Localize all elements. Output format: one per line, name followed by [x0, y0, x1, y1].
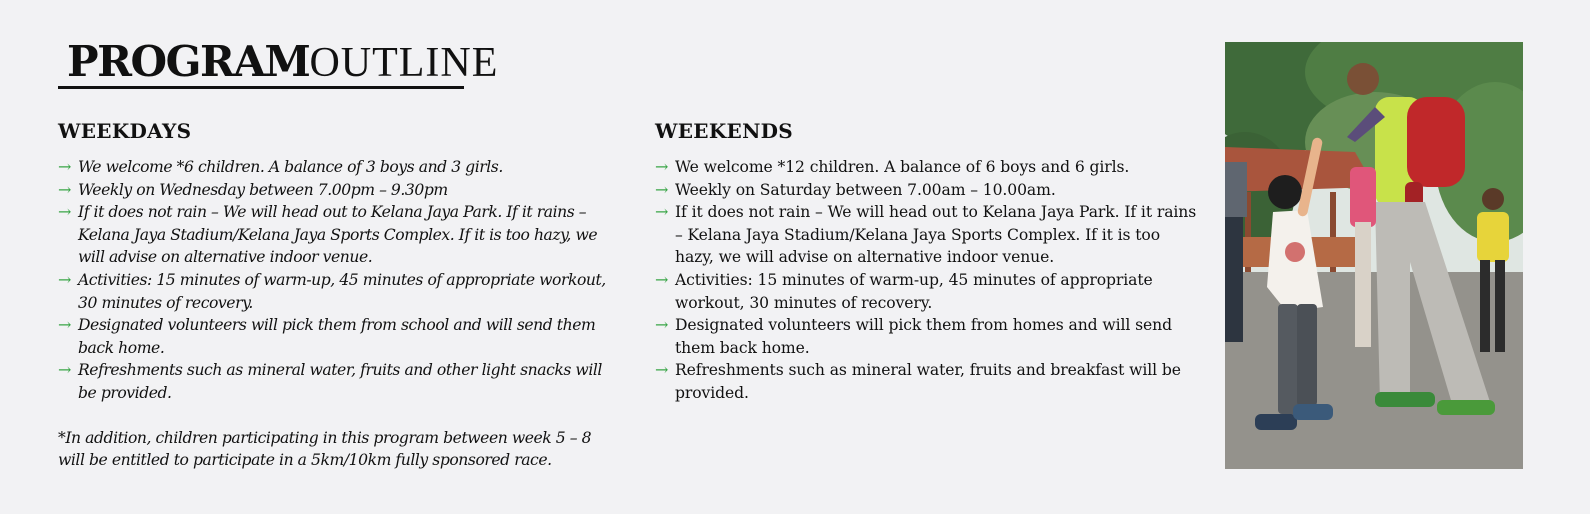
arrow-right-icon: →: [655, 315, 669, 335]
list-item-text: Weekly on Saturday between 7.00am – 10.00am.: [675, 180, 1056, 199]
list-item-text: We welcome *12 children. A balance of 6 boys and 6 girls.: [675, 158, 1130, 176]
title-light: OUTLINE: [309, 40, 499, 86]
list-item: [655, 179, 1200, 202]
list-item: [655, 201, 1200, 269]
list-item-text: We welcome *6 children. A balance of 3 boys and 3 girls.: [78, 158, 503, 176]
arrow-right-icon: →: [58, 179, 71, 199]
weekdays-section: [58, 118, 618, 472]
arrow-right-icon: →: [58, 315, 71, 335]
list-item: [655, 156, 1200, 179]
list-item: [58, 201, 618, 269]
list-item: [58, 359, 618, 404]
weekdays-heading: WEEKDAYS: [58, 119, 192, 143]
arrow-right-icon: →: [655, 269, 669, 289]
list-item-text: Refreshments such as mineral water, fruits and other light snacks will be provided.: [78, 361, 602, 402]
list-item-text: Weekly on Wednesday between 7.00pm – 9.30pm: [78, 180, 448, 199]
list-item-text: Designated volunteers will pick them from school and will send them back home.: [78, 316, 596, 357]
list-item-text: Refreshments such as mineral water, fruits and breakfast will be provided.: [675, 361, 1181, 402]
list-item: [655, 314, 1200, 359]
weekends-heading: WEEKENDS: [655, 119, 794, 143]
arrow-right-icon: →: [655, 202, 669, 222]
park-photo-illustration: [1225, 42, 1523, 469]
arrow-right-icon: →: [58, 269, 71, 289]
list-item-text: If it does not rain – We will head out to Kelana Jaya Park. If it rains – Kelana Jaya Stadium/Kelana Jaya Sports Complex. If it is too hazy, we will advise on alternative indoor venue.: [675, 203, 1197, 267]
list-item: [58, 179, 618, 202]
list-item: [58, 269, 618, 314]
weekends-list: [655, 156, 1200, 405]
list-item-text: If it does not rain – We will head out to Kelana Jaya Park. If it rains – Kelana Jaya Stadium/Kelana Jaya Sports Complex. If it is too hazy, we will advise on alternative indoor venue.: [78, 203, 598, 267]
arrow-right-icon: →: [655, 157, 669, 176]
park-photo: [1225, 42, 1523, 469]
arrow-right-icon: →: [58, 202, 71, 222]
arrow-right-icon: →: [58, 157, 71, 176]
title-bold: PROGRAM: [67, 37, 310, 86]
arrow-right-icon: →: [655, 360, 669, 380]
weekdays-list: [58, 156, 618, 405]
list-item-text: Activities: 15 minutes of warm-up, 45 minutes of appropriate workout, 30 minutes of recovery.: [78, 270, 606, 312]
weekdays-footnote: *In addition, children participating in this program between week 5 – 8 will be entitled to participate in a 5km/10km fully sponsored race.: [58, 428, 592, 470]
list-item: [655, 269, 1200, 314]
arrow-right-icon: →: [58, 360, 71, 380]
list-item-text: Designated volunteers will pick them from homes and will send them back home.: [675, 316, 1173, 357]
list-item-text: Activities: 15 minutes of warm-up, 45 minutes of appropriate workout, 30 minutes of recovery.: [675, 270, 1153, 312]
list-item: [655, 359, 1200, 404]
page-title: [58, 37, 499, 89]
arrow-right-icon: →: [655, 179, 669, 199]
list-item: [58, 156, 618, 179]
list-item: [58, 314, 618, 359]
weekends-section: [655, 118, 1200, 405]
